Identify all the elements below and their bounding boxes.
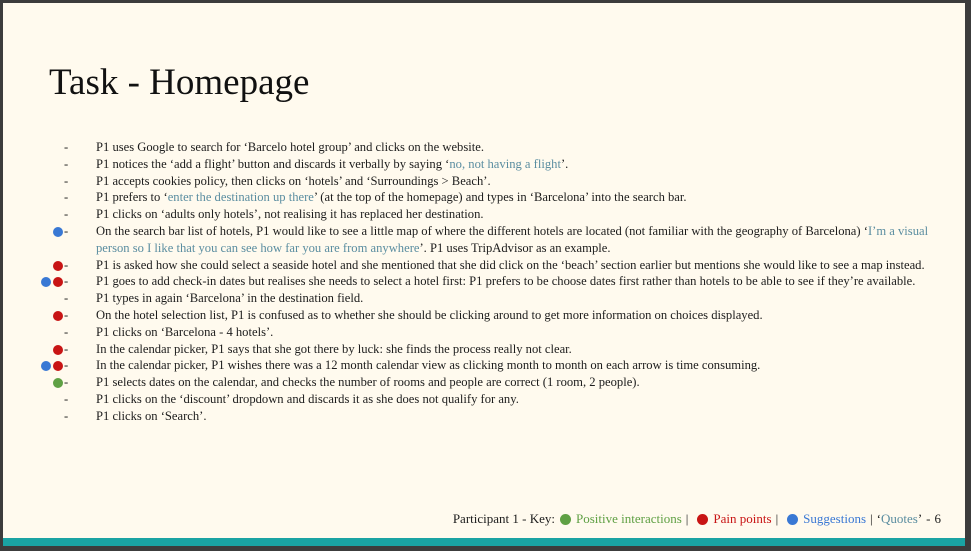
item-markers bbox=[33, 277, 63, 287]
bullet-dash: - bbox=[64, 257, 69, 272]
suggestion-dot-icon bbox=[787, 514, 798, 525]
slide-title: Task - Homepage bbox=[49, 62, 310, 103]
quote-text: I’m a visual person so I like that you can see how far you are from anywhere bbox=[96, 223, 929, 255]
legend-positive-label: Positive interactions bbox=[576, 511, 682, 526]
bullet-dash: - bbox=[64, 341, 69, 356]
page-number: 6 bbox=[934, 511, 941, 526]
positive-dot-icon bbox=[53, 378, 63, 388]
list-item bbox=[23, 257, 943, 274]
suggestion-dot-icon bbox=[41, 361, 51, 371]
pain-dot-icon bbox=[53, 277, 63, 287]
list-item bbox=[23, 139, 943, 156]
item-markers bbox=[33, 412, 63, 422]
list-item bbox=[23, 290, 943, 307]
item-markers bbox=[33, 361, 63, 371]
pain-dot-icon bbox=[53, 311, 63, 321]
quote-text: no, not having a flight bbox=[449, 156, 561, 171]
bullet-dash: - bbox=[64, 391, 69, 406]
bullet-dash: - bbox=[64, 190, 69, 205]
item-markers bbox=[33, 143, 63, 153]
legend-pain-label: Pain points bbox=[713, 511, 772, 526]
item-text: P1 accepts cookies policy, then clicks on ‘hotels’ and ‘Surroundings > Beach’. bbox=[96, 173, 491, 188]
list-item bbox=[23, 357, 943, 374]
suggestion-dot-icon bbox=[41, 277, 51, 287]
list-item bbox=[23, 408, 943, 425]
item-markers bbox=[33, 177, 63, 187]
list-item bbox=[23, 273, 943, 290]
legend-dash: - bbox=[926, 511, 931, 526]
suggestion-dot-icon bbox=[53, 227, 63, 237]
legend-quote-open: ‘ bbox=[876, 511, 881, 526]
item-text: P1 clicks on ‘adults only hotels’, not realising it has replaced her destination. bbox=[96, 207, 484, 222]
list-item bbox=[23, 391, 943, 408]
bullet-dash: - bbox=[64, 291, 69, 306]
item-markers bbox=[33, 160, 63, 170]
bullet-dash: - bbox=[64, 274, 69, 289]
item-markers bbox=[33, 261, 63, 271]
item-text: On the hotel selection list, P1 is confused as to whether she should be clicking around to get more information on choices displayed. bbox=[96, 307, 763, 322]
item-markers bbox=[33, 395, 63, 405]
item-markers bbox=[33, 294, 63, 304]
item-text: P1 goes to add check-in dates but realises she needs to select a hotel first: P1 prefers to be choose dates first rather than hotels to be able to see if they’re available. bbox=[96, 274, 916, 289]
legend-quote-close: ’ bbox=[917, 511, 923, 526]
bullet-dash: - bbox=[64, 324, 69, 339]
item-markers bbox=[33, 210, 63, 220]
quote-text: enter the destination up there bbox=[167, 190, 314, 205]
item-text: P1 is asked how she could select a seaside hotel and she mentioned that she did click on the ‘beach’ section earlier but mentions she would like to see a map instead. bbox=[96, 257, 925, 272]
bullet-dash: - bbox=[64, 173, 69, 188]
task-list bbox=[23, 139, 943, 425]
list-item bbox=[23, 189, 943, 206]
list-item bbox=[23, 307, 943, 324]
pain-dot-icon bbox=[53, 261, 63, 271]
legend-separator: | bbox=[775, 511, 779, 526]
item-text: P1 types in again ‘Barcelona’ in the destination field. bbox=[96, 291, 364, 306]
item-text: In the calendar picker, P1 wishes there was a 12 month calendar view as clicking month to month on each arrow is time consuming. bbox=[96, 358, 761, 373]
item-text: In the calendar picker, P1 says that she got there by luck: she finds the process really not clear. bbox=[96, 341, 572, 356]
item-markers bbox=[33, 378, 63, 388]
item-text: ’ (at the top of the homepage) and types in ‘Barcelona’ into the search bar. bbox=[313, 190, 687, 205]
legend-prefix: Participant 1 - Key: bbox=[452, 511, 555, 526]
legend-footer bbox=[453, 511, 941, 527]
bullet-dash: - bbox=[64, 156, 69, 171]
list-item bbox=[23, 341, 943, 358]
bullet-dash: - bbox=[64, 375, 69, 390]
list-item bbox=[23, 223, 943, 257]
pain-dot-icon bbox=[697, 514, 708, 525]
list-item bbox=[23, 206, 943, 223]
slide bbox=[3, 3, 965, 546]
accent-bar bbox=[3, 538, 965, 546]
item-markers bbox=[33, 311, 63, 321]
item-text: On the search bar list of hotels, P1 would like to see a little map of where the different hotels are located (not familiar with the geography of Barcelona) ‘ bbox=[96, 223, 868, 238]
legend-quotes-label: Quotes bbox=[880, 511, 918, 526]
item-text: P1 clicks on the ‘discount’ dropdown and discards it as she does not qualify for any. bbox=[96, 391, 519, 406]
item-markers bbox=[33, 193, 63, 203]
legend-separator: | bbox=[870, 511, 873, 526]
item-text: P1 notices the ‘add a flight’ button and discards it verbally by saying ‘ bbox=[96, 156, 450, 171]
bullet-dash: - bbox=[64, 408, 69, 423]
item-text: P1 uses Google to search for ‘Barcelo hotel group’ and clicks on the website. bbox=[96, 140, 484, 154]
item-text: P1 clicks on ‘Search’. bbox=[96, 408, 207, 423]
list-item bbox=[23, 324, 943, 341]
item-text: ’. bbox=[560, 156, 569, 171]
item-text: P1 clicks on ‘Barcelona - 4 hotels’. bbox=[96, 324, 274, 339]
bullet-dash: - bbox=[64, 140, 69, 154]
item-markers bbox=[33, 227, 63, 237]
item-text: P1 prefers to ‘ bbox=[96, 190, 168, 205]
pain-dot-icon bbox=[53, 345, 63, 355]
list-item bbox=[23, 156, 943, 173]
bullet-dash: - bbox=[64, 207, 69, 222]
list-item bbox=[23, 374, 943, 391]
list-item bbox=[23, 173, 943, 190]
item-text: ’. P1 uses TripAdvisor as an example. bbox=[419, 240, 611, 255]
pain-dot-icon bbox=[53, 361, 63, 371]
bullet-dash: - bbox=[64, 223, 69, 238]
bullet-dash: - bbox=[64, 358, 69, 373]
item-markers bbox=[33, 345, 63, 355]
legend-suggestion-label: Suggestions bbox=[803, 511, 867, 526]
item-text: P1 selects dates on the calendar, and checks the number of rooms and people are correct (1 room, 2 people). bbox=[96, 375, 640, 390]
positive-dot-icon bbox=[560, 514, 571, 525]
item-markers bbox=[33, 328, 63, 338]
legend-separator: | bbox=[685, 511, 689, 526]
bullet-dash: - bbox=[64, 307, 69, 322]
